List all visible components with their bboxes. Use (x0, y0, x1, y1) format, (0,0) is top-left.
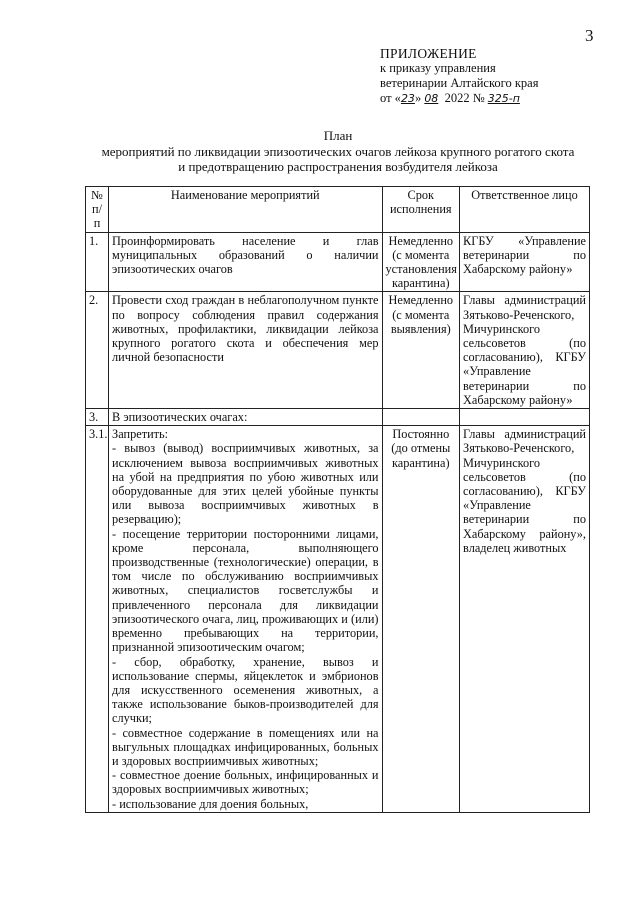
table-row (86, 232, 590, 292)
row-responsible: КГБУ «Управление ветеринарии по Хабарскому району» (460, 232, 590, 292)
row-responsible: Главы администраций Зятьково-Реченского, Мичуринского сельсоветов (по согласованию), КГБУ «Управление ветеринарии по Хабарскому району», владелец животных (460, 426, 590, 812)
plan-title: План (323, 128, 353, 143)
measure-line: - сбор, обработку, хранение, вывоз и использование спермы, яйцеклеток и эмбрионов для искусственного осеменения животных, а также использование быков-производителей для случки; (112, 654, 379, 726)
row-term (382, 409, 460, 426)
row-number: 3. (86, 409, 109, 426)
appendix-line-1: к приказу управления (380, 61, 496, 75)
header-term: Срок исполнения (382, 187, 460, 233)
row-number: 1. (86, 232, 109, 292)
measure-line: - совместное доение больных, инфицированных и здоровых восприимчивых животных; (112, 768, 379, 797)
row-responsible (460, 409, 590, 426)
appendix-line-2: ветеринарии Алтайского края (380, 76, 539, 90)
page-number: 3 (585, 26, 594, 45)
row-term: Немедленно (с момента установления карантина) (382, 232, 460, 292)
appendix-block (380, 46, 538, 106)
header-number: № п/п (86, 187, 109, 233)
date-day: 23 (400, 92, 415, 105)
plan-subtitle-1: мероприятий по ликвидации эпизоотических очагов лейкоза крупного рогатого скота (101, 143, 575, 159)
row-measure: В эпизоотических очагах: (109, 409, 382, 426)
date-month: 08 (424, 92, 439, 105)
date-year: 2022 № (444, 91, 485, 105)
row-measure (109, 426, 382, 812)
date-prefix: от « (380, 91, 401, 105)
table-header-row (86, 187, 590, 233)
row-responsible: Главы администраций Зятьково-Реченского, Мичуринского сельсоветов (по согласованию), КГБУ «Управление ветеринарии по Хабарскому району» (460, 292, 590, 409)
row-term: Немедленно (с момента выявления) (382, 292, 460, 409)
order-number: 325-п (487, 92, 520, 105)
date-mid: » (414, 91, 422, 105)
measure-line: - посещение территории посторонними лицами, кроме персонала, выполняющего производственные (технологические) операции, в том числе по обслуживанию восприимчивых животных, специалистов госветслужбы и привлеченного персонала для ликвидации эпизоотического очага, лиц, проживающих и (или) временно пребывающих на территории, признанной эпизоотическим очагом; (112, 526, 379, 655)
header-responsible: Ответственное лицо (460, 187, 590, 233)
measure-line: - совместное содержание в помещениях или на выгульных площадках инфицированных, больных и здоровых восприимчивых животных; (112, 725, 379, 768)
row-measure: Провести сход граждан в неблагополучном пункте по вопросу соблюдения правил содержания животных, профилактики, ликвидации лейкоза крупного рогатого скота и обеспечения мер личной безопасности (109, 292, 382, 409)
plan-heading (92, 128, 584, 175)
row-number: 2. (86, 292, 109, 409)
table-row (86, 409, 590, 426)
appendix-title: ПРИЛОЖЕНИЕ (380, 46, 477, 61)
measure-line: Запретить: (112, 427, 169, 442)
table-row (86, 292, 590, 409)
measure-line: - использование для доения больных, (112, 796, 309, 811)
plan-subtitle-2: и предотвращению распространения возбудителя лейкоза (178, 159, 498, 174)
measure-line: - вывоз (вывод) восприимчивых животных, за исключением вывоза восприимчивых животных на убой на предприятия по убою животных или оборудованные для этих целей убойные пункты или вывоза восприимчивых животных в резервацию); (112, 441, 379, 527)
table-row (86, 426, 590, 812)
row-measure: Проинформировать население и глав муниципальных образований о наличии эпизоотических очагов (109, 232, 382, 292)
measures-table (85, 186, 590, 813)
row-number: 3.1. (86, 426, 109, 812)
header-measure: Наименование мероприятий (109, 187, 382, 233)
appendix-date-line (380, 91, 538, 106)
row-term: Постоянно (до отмены карантина) (382, 426, 460, 812)
